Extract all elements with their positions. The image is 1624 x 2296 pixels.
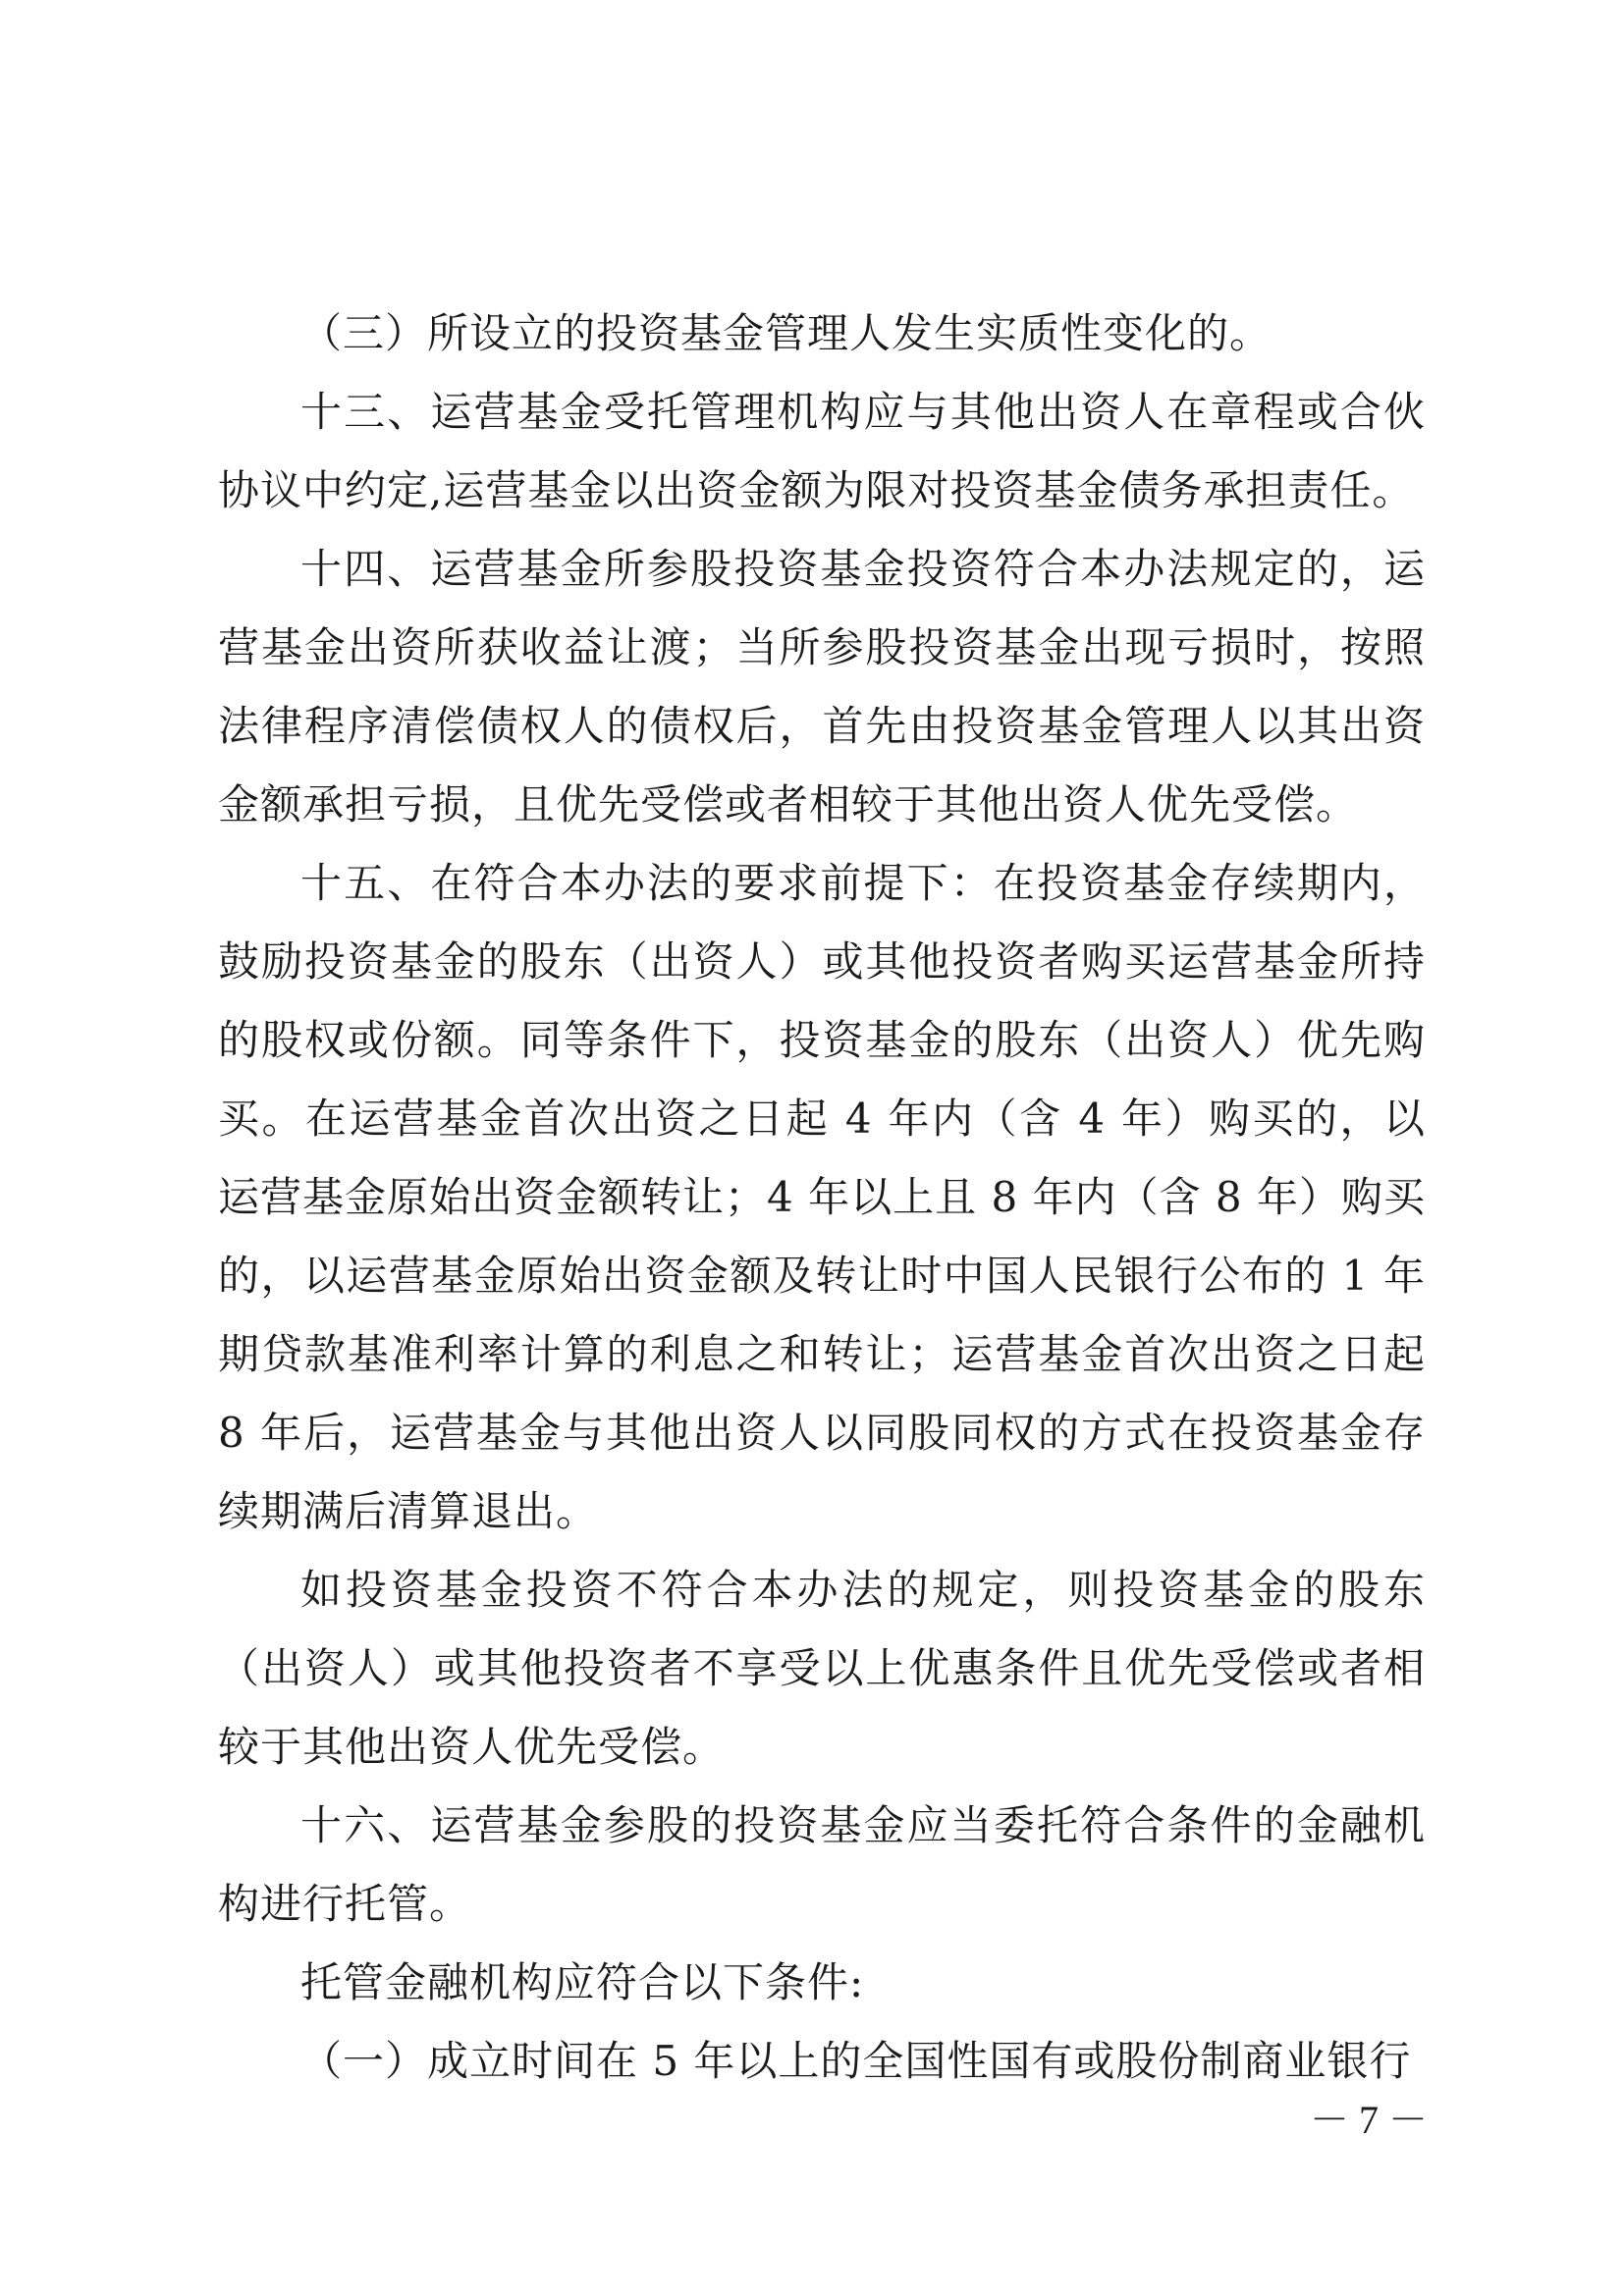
- paragraph-6: 十六、运营基金参股的投资基金应当委托符合条件的金融机构进行托管。: [218, 1801, 1426, 1928]
- paragraph-3: 十四、运营基金所参股投资基金投资符合本办法规定的，运营基金出资所获收益让渡；当所参股投资基金出现亏损时，按照法律程序清偿债权人的债权后，首先由投资基金管理人以其出资金额承担亏损，且优先受偿或者相较于其他出资人优先受偿。: [218, 545, 1426, 828]
- page-number: － 7 －: [1310, 2098, 1428, 2142]
- paragraph-2: 十三、运营基金受托管理机构应与其他出资人在章程或合伙协议中约定,运营基金以出资金额为限对投资基金债务承担责任。: [218, 388, 1426, 514]
- document-body: [218, 294, 1426, 2101]
- paragraph-1: （三）所设立的投资基金管理人发生实质性变化的。: [300, 309, 1272, 357]
- paragraph-5: 如投资基金投资不符合本办法的规定，则投资基金的股东（出资人）或其他投资者不享受以上优惠条件且优先受偿或者相较于其他出资人优先受偿。: [218, 1566, 1426, 1771]
- paragraph-4: 十五、在符合本办法的要求前提下：在投资基金存续期内，鼓励投资基金的股东（出资人）或其他投资者购买运营基金所持的股权或份额。同等条件下，投资基金的股东（出资人）优先购买。在运营基金首次出资之日起 4 年内（含 4 年）购买的，以运营基金原始出资金额转让；4 年以上且 8 年内（含 8 年）购买的，以运营基金原始出资金额及转让时中国人民银行公布的 1 年期贷款基准利率计算的利息之和转让；运营基金首次出资之日起 8 年后，运营基金与其他出资人以同股同权的方式在投资基金存续期满后清算退出。: [218, 859, 1426, 1535]
- paragraph-8: （一）成立时间在 5 年以上的全国性国有或股份制商业银行: [300, 2037, 1412, 2085]
- paragraph-7: 托管金融机构应符合以下条件:: [300, 1958, 865, 2006]
